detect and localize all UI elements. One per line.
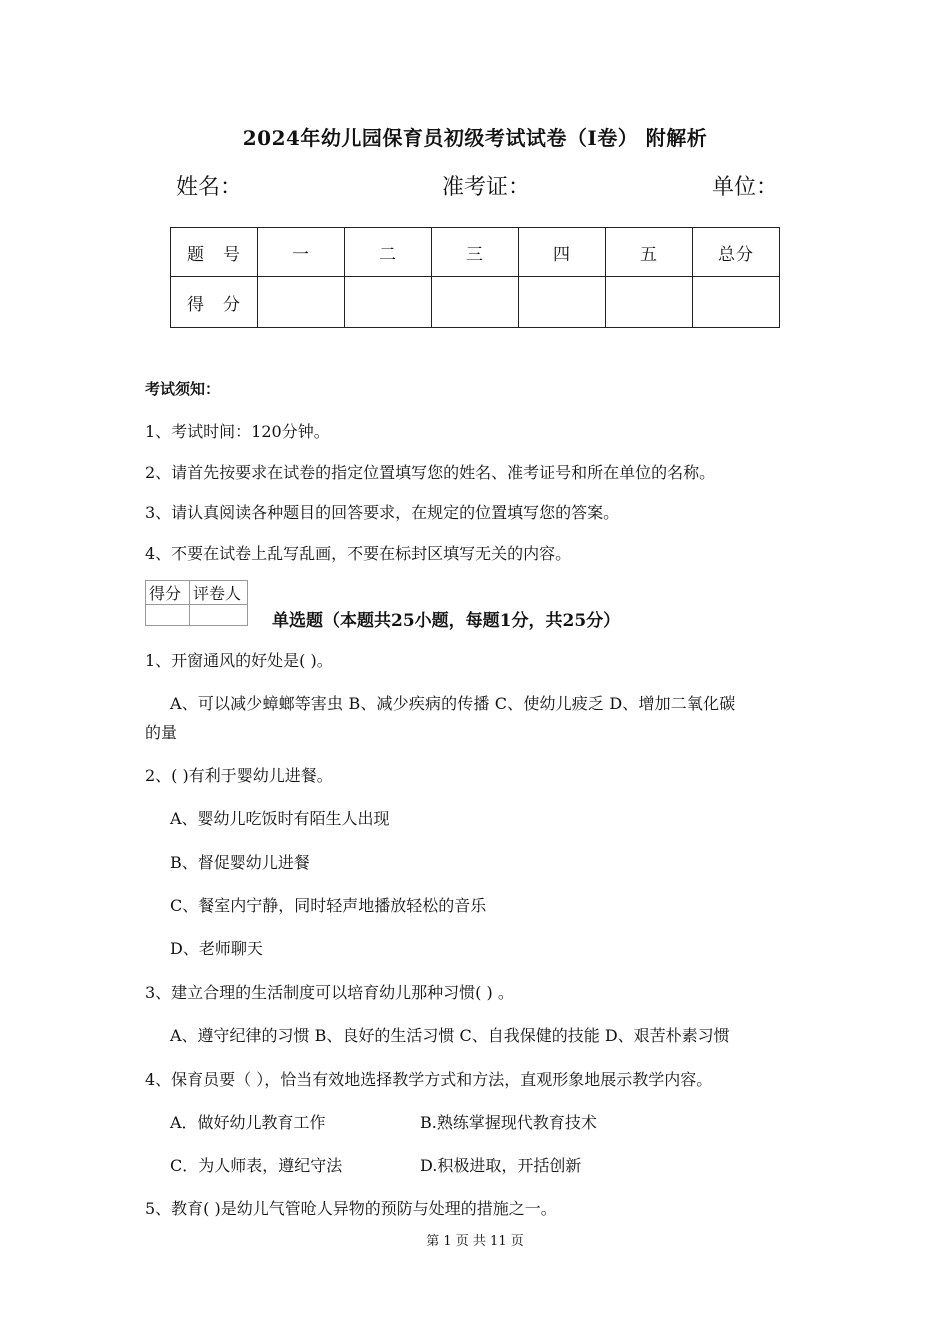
q4-option-b: B.熟练掌握现代教育技术 (420, 1113, 597, 1132)
q4-option-a: A．做好幼儿教育工作 (170, 1113, 326, 1132)
q3-stem: 3、建立合理的生活制度可以培育幼儿那种习惯( ) 。 (145, 983, 514, 1002)
score-table-header-row (171, 228, 780, 277)
score-table-col-total: 总分 (693, 228, 780, 277)
q4-option-c: C．为人师表，遵纪守法 (170, 1156, 343, 1175)
grader-name-label: 评卷人 (190, 581, 248, 605)
q4-stem: 4、保育员要（ ），恰当有效地选择教学方式和方法，直观形象地展示教学内容。 (145, 1070, 713, 1089)
q1-stem: 1、开窗通风的好处是( )。 (145, 651, 333, 670)
grader-score-label: 得分 (146, 581, 190, 605)
score-table (170, 227, 780, 328)
notice-item-2: 2、请首先按要求在试卷的指定位置填写您的姓名、准考证号和所在单位的名称。 (145, 463, 716, 482)
score-cell-3[interactable] (432, 277, 519, 328)
score-cell-1[interactable] (258, 277, 345, 328)
q2-option-d: D、老师聊天 (170, 939, 263, 958)
page-title: 2024年幼儿园保育员初级考试试卷（I卷） 附解析 (242, 126, 708, 150)
q2-option-c: C、餐室内宁静，同时轻声地播放轻松的音乐 (170, 896, 487, 915)
q3-options: A、遵守纪律的习惯 B、良好的生活习惯 C、自我保健的技能 D、艰苦朴素习惯 (170, 1026, 730, 1045)
grader-box (145, 580, 248, 626)
score-cell-2[interactable] (345, 277, 432, 328)
score-table-header-label: 题 号 (171, 228, 258, 277)
q2-option-b: B、督促婴幼儿进餐 (170, 853, 310, 872)
notice-item-3: 3、请认真阅读各种题目的回答要求，在规定的位置填写您的答案。 (145, 503, 620, 522)
notice-item-4: 4、不要在试卷上乱写乱画，不要在标封区填写无关的内容。 (145, 544, 572, 563)
score-table-col-3: 三 (432, 228, 519, 277)
section-title: 单选题（本题共25小题，每题1分，共25分） (272, 611, 621, 631)
notice-item-1: 1、考试时间：120分钟。 (145, 422, 330, 441)
page-footer: 第 1 页 共 11 页 (426, 1234, 524, 1249)
q1-options-line1: A、可以减少蟑螂等害虫 B、减少疾病的传播 C、使幼儿疲乏 D、增加二氧化碳 (170, 694, 736, 713)
score-cell-4[interactable] (519, 277, 606, 328)
score-table-col-2: 二 (345, 228, 432, 277)
q2-option-a: A、婴幼儿吃饭时有陌生人出现 (170, 809, 390, 828)
score-table-score-row (171, 277, 780, 328)
q1-options-line2: 的量 (145, 723, 178, 742)
exam-id-field-label: 准考证： (442, 175, 531, 200)
grader-score-cell[interactable] (146, 605, 190, 626)
q4-option-d: D.积极进取，开括创新 (420, 1156, 582, 1175)
name-field-label: 姓名： (176, 175, 243, 200)
score-cell-total[interactable] (693, 277, 780, 328)
notice-title: 考试须知： (145, 380, 221, 398)
q5-stem: 5、教育( )是幼儿气管呛人异物的预防与处理的措施之一。 (145, 1199, 557, 1218)
score-table-col-1: 一 (258, 228, 345, 277)
score-table-col-5: 五 (606, 228, 693, 277)
unit-field-label: 单位： (712, 175, 779, 200)
grader-name-cell[interactable] (190, 605, 248, 626)
q2-stem: 2、( )有利于婴幼儿进餐。 (145, 766, 333, 785)
score-cell-5[interactable] (606, 277, 693, 328)
score-table-col-4: 四 (519, 228, 606, 277)
score-table-score-label: 得 分 (171, 277, 258, 328)
